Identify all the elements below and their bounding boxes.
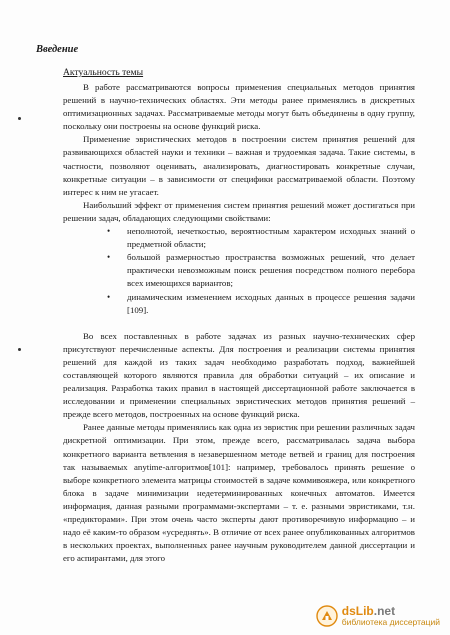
bullet-icon: • [107,291,111,302]
scan-mark [18,348,21,351]
bullet-icon: • [107,226,111,237]
list-item: • динамическим изменением исходных данных в процессе решения задачи [109]. [107,291,415,315]
bullet-icon: • [107,252,111,263]
document-title: Введение [36,44,79,55]
paragraph-2: Применение эвристических методов в построении систем принятия решений для развивающихся областей науки и техники – важная и трудоемкая задача. Такие системы, в частности, позволяют оценивать, анализировать, диагностировать конкретные случаи, конкретные ситуации – в зависимости от специфики рассматриваемой области. Поэтому интерес к ним не угасает. [63,134,415,197]
watermark-brand: dsLib.net [341,604,396,619]
scan-mark [18,117,21,120]
paragraph-3: Наибольший эффект от применения систем принятия решений может достигаться при решении задач, обладающих следующими свойствами: [63,199,415,223]
paragraph-4: Во всех поставленных в работе задачах из разных научно-технических сфер присутствуют перечисленные аспекты. Для построения и реализации системы принятия решений для каждой из таких задач необходимо разработать подход, важнейшей составляющей которого являются правила для обработки ситуаций – их описание и реализация. Разработка таких правил в настоящей диссертационной работе заключается в исследовании и применении специальных эвристических методов принятия решений – прежде всего методов, построенных на основе функций риска. [63,330,415,420]
dslib-logo-icon [316,605,338,627]
paragraph-1: В работе рассматриваются вопросы применения специальных методов принятия решений в научно-технических областях. Эти методы ранее применялись в дискретных оптимизационных задачах. Рассматриваемые методы могут быть объединены в одну группу, поскольку они построены на основе функций риска. [63,82,415,132]
watermark-subtitle: библиотека диссертаций [341,617,440,628]
list-item: • неполнотой, нечеткостью, вероятностным характером исходных знаний о предметной области; [107,226,415,250]
paragraph-5: Ранее данные методы применялись как одна из эвристик при решении различных задач дискретной оптимизации. При этом, прежде всего, рассматривалась задача выбора конкретного варианта ветвления в незавершенном методе ветвей и границ для построения так называемых anytime-алгоритмов[101]: например, требовалось принять решение о выборе конкретного элемента матрицы стоимостей в задаче коммивояжера, или конкретного блока в задаче минимизации недетерминированных конечных автоматов. Имеется информация, данная разными программами-экспертами – т. е. разными эвристиками, т.н. «предикторами». При этом очень часто эксперты дают противоречивую информацию – и надо её каким-то образом «усреднять». В отличие от всех ранее опубликованных алгоритмов в нескольких проектах, выполненных ранее научным руководителем данной диссертации и его аспирантами, для этого [63,422,415,564]
section-heading: Актуальность темы [63,67,144,78]
document-body [63,81,415,565]
watermark [316,605,440,627]
bullet-list [63,225,415,317]
list-item: • большой размерностью пространства возможных решений, что делает практически невозможным поиск решения посредством полного перебора всех имеющихся вариантов; [107,252,415,289]
